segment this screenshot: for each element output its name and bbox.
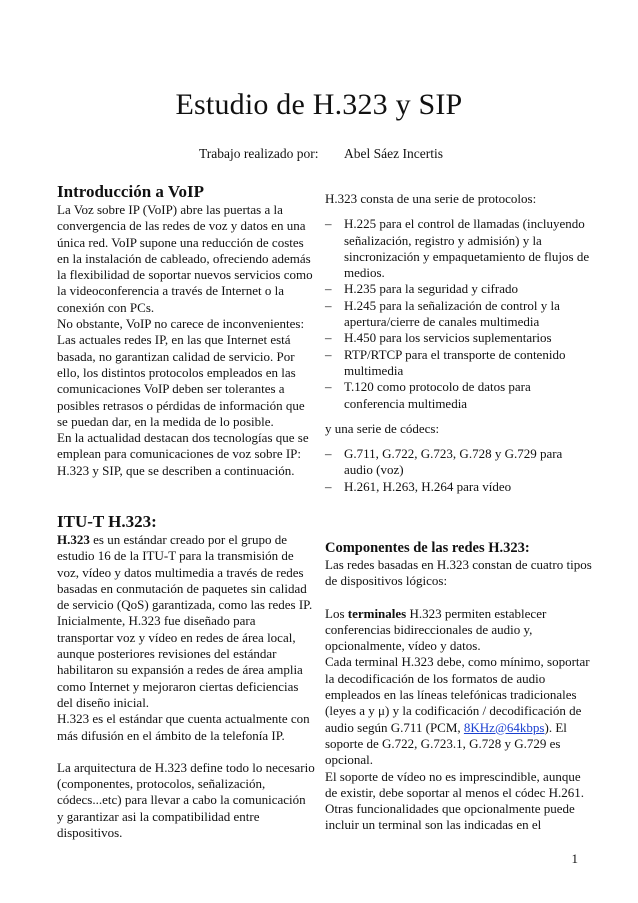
intro-paragraph: La Voz sobre IP (VoIP) abre las puertas a la convergencia de las redes de voz y datos en una única red. VoIP supone una reducción de costes en la instalación de cableado, ofreciendo además la flexibilidad de soportar nuevos servicios como la videoconferencia a través de Internet o la conexión con PCs.	[57, 202, 313, 315]
list-item: – H.261, H.263, H.264 para vídeo	[325, 479, 593, 495]
codec-list	[325, 446, 593, 495]
components-section	[325, 539, 593, 834]
itu-section	[57, 512, 315, 841]
itu-paragraph: La arquitectura de H.323 define todo lo necesario (componentes, protocolos, señalización, códecs...etc) para llevar a cabo la comunicación y garantizar asi la compatibilidad entre dispositivos.	[57, 759, 315, 841]
intro-paragraph: No obstante, VoIP no carece de inconvenientes: Las actuales redes IP, en las que Internet está basada, no garantizan calidad de servicio. Por ello, los distintos protocolos empleados en las comunicaciones VoIP deben ser tolerantes a posibles retrasos o pérdidas de información que se puedan dar, en la medida de lo posible.	[57, 316, 305, 429]
list-item: – H.235 para la seguridad y cifrado	[325, 281, 593, 297]
list-item: – RTP/RTCP para el transporte de contenido multimedia	[325, 347, 593, 380]
intro-paragraph: En la actualidad destacan dos tecnologías que se emplean para comunicaciones de voz sobre IP: H.323 y SIP, que se describen a continuación.	[57, 430, 309, 478]
h323-term: H.323	[57, 532, 90, 547]
components-heading: Componentes de las redes H.323:	[325, 540, 530, 556]
list-item: – H.245 para la señalización de control y la apertura/cierre de canales multimedia	[325, 298, 593, 331]
list-item: – H.225 para el control de llamadas (incluyendo señalización, registro y admisión) y la sincronización y empaquetamiento de flujos de medios.	[325, 216, 593, 281]
page-number: 1	[571, 851, 578, 866]
list-item: – H.450 para los servicios suplementarios	[325, 330, 593, 346]
itu-paragraph: Inicialmente, H.323 fue diseñado para transportar voz y vídeo en redes de área local, aunque posteriores revisiones del estándar habilitaron su expansión a redes de área amplia como Internet y mejoraron ciertas deficiencias del diseño inicial.	[57, 613, 303, 710]
itu-paragraph: H.323 es un estándar creado por el grupo de estudio 16 de la ITU-T para la transmisión de voz, vídeo y datos multimedia a través de redes basadas en conmutación de paquetes sin calidad de servicio (QoS) garantizada, como las redes IP.	[57, 532, 313, 613]
author-label: Trabajo realizado por:	[199, 146, 319, 161]
codec-link[interactable]: 8KHz@64kbps	[463, 719, 545, 735]
intro-section	[57, 182, 315, 479]
itu-paragraph: H.323 es el estándar que cuenta actualmente con más difusión en el ámbito de la telefonía IP.	[57, 711, 310, 743]
itu-heading: ITU-T H.323:	[57, 512, 157, 531]
protocols-section	[325, 191, 593, 495]
author-name: Abel Sáez Incertis	[344, 146, 443, 161]
protocol-list	[325, 216, 593, 412]
codecs-intro: y una serie de códecs:	[325, 420, 440, 436]
components-paragraph: Las redes basadas en H.323 constan de cuatro tipos de dispositivos lógicos:	[325, 557, 592, 589]
components-paragraph: Otras funcionalidades que opcionalmente puede incluir un terminal son las indicadas en el	[325, 801, 575, 833]
components-paragraph: El soporte de vídeo no es imprescindible, aunque de existir, debe soportar al menos el códec H.261.	[325, 768, 585, 800]
components-paragraph: Cada terminal H.323 debe, como mínimo, soportar la decodificación de los formatos de audio empleados en las líneas telefónicas tradicionales (leyes a y μ) y la codificación / decodificación de audio según G.711 (PCM, 8KHz@64kbps). El soporte de G.722, G.723.1, G.728 y G.729 es opcional.	[325, 654, 590, 768]
terminales-term: terminales	[347, 605, 407, 621]
components-paragraph: Los terminales H.323 permiten establecer conferencias bidireccionales de audio y, opcionalmente, vídeo y datos.	[325, 605, 547, 654]
protocols-intro: H.323 consta de una serie de protocolos:	[325, 191, 537, 206]
intro-heading: Introducción a VoIP	[57, 182, 205, 201]
document-title: Estudio de H.323 y SIP	[175, 88, 463, 121]
list-item: – T.120 como protocolo de datos para conferencia multimedia	[325, 379, 593, 412]
list-item: – G.711, G.722, G.723, G.728 y G.729 para audio (voz)	[325, 446, 593, 479]
